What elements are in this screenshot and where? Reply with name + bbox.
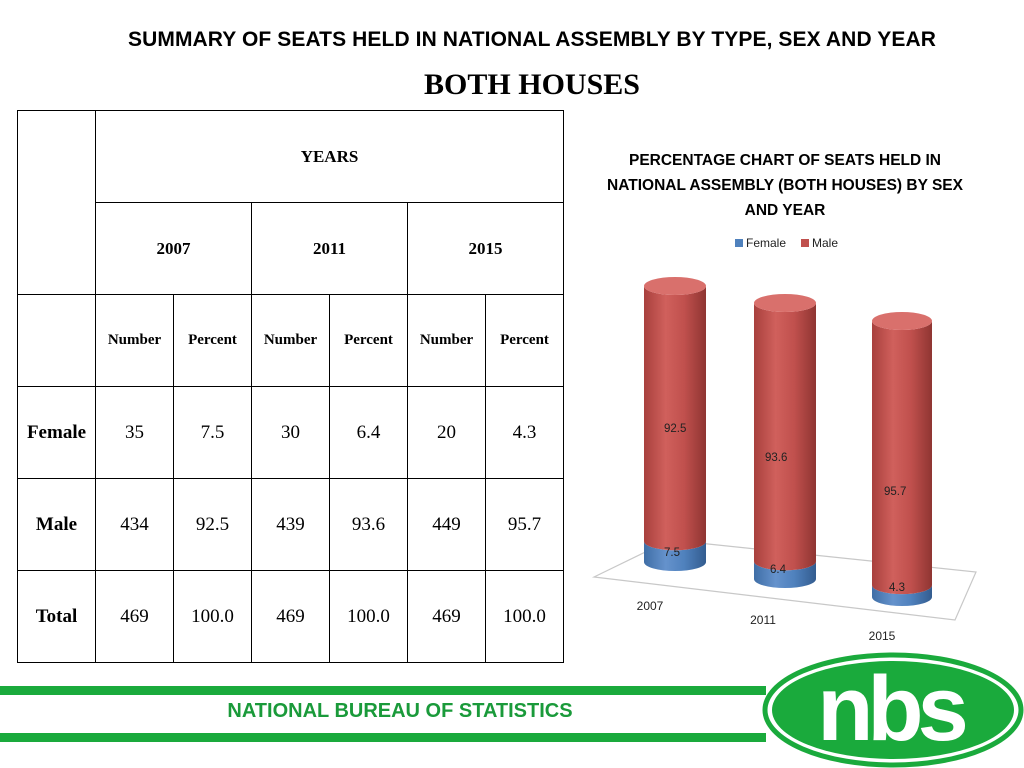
table-cell: 449 [408,479,486,571]
year-header-2007: 2007 [96,203,252,295]
x-tick-label-2015: 2015 [868,629,896,643]
table-cell: 30 [252,387,330,479]
footer-bar-top [0,686,766,695]
bar-male-2007-cap [644,277,706,295]
table-cell: 100.0 [174,571,252,663]
bar-male-2011-cap [754,294,816,312]
table-cell: 92.5 [174,479,252,571]
empty-label-cell [18,295,96,387]
years-header: YEARS [96,111,564,203]
subheader-percent: Percent [486,295,564,387]
subheader-number: Number [408,295,486,387]
x-tick-label-2007: 2007 [636,599,664,613]
table-cell: 35 [96,387,174,479]
legend-swatch-female [735,239,743,247]
subheader-percent: Percent [174,295,252,387]
subheader-percent: Percent [330,295,408,387]
table-row-male [18,479,564,571]
chart-bars [644,277,932,606]
bar-male-2007 [644,286,706,550]
bar-male-2015-cap [872,312,932,330]
table-cell: 100.0 [330,571,408,663]
page-subtitle: BOTH HOUSES [424,68,640,101]
bar-male-2015 [872,321,932,594]
legend-label-female: Female [746,236,787,250]
year-header-2011: 2011 [252,203,408,295]
table-cell: 20 [408,387,486,479]
row-label-total: Total [18,571,96,663]
row-label-male: Male [18,479,96,571]
year-header-2015: 2015 [408,203,564,295]
footer-bar-bottom [0,733,766,742]
table-cell: 7.5 [174,387,252,479]
chart-legend [735,236,838,250]
table-cell: 469 [408,571,486,663]
table-row-female [18,387,564,479]
legend-label-male: Male [812,236,839,250]
table-cell: 469 [252,571,330,663]
table-cell: 6.4 [330,387,408,479]
table-cell: 4.3 [486,387,564,479]
table-row-total [18,571,564,663]
bar-male-2011 [754,303,816,570]
table-corner-cell [18,111,96,295]
logo-text: nbs [817,658,963,760]
table-cell: 93.6 [330,479,408,571]
data-label-male-2015: 95.7 [884,486,907,498]
page-title: SUMMARY OF SEATS HELD IN NATIONAL ASSEMBLY BY TYPE, SEX AND YEAR [127,28,937,51]
table-cell: 100.0 [486,571,564,663]
table-cell: 439 [252,479,330,571]
data-label-male-2007: 92.5 [664,423,687,435]
subheader-number: Number [96,295,174,387]
legend-swatch-male [801,239,809,247]
x-tick-label-2011: 2011 [750,613,776,627]
table-cell: 95.7 [486,479,564,571]
percentage-chart [580,230,990,650]
chart-title: PERCENTAGE CHART OF SEATS HELD IN NATIONAL ASSEMBLY (BOTH HOUSES) BY SEX AND YEAR [607,152,963,219]
table-cell: 434 [96,479,174,571]
row-label-female: Female [18,387,96,479]
nbs-logo [762,652,1024,768]
table-cell: 469 [96,571,174,663]
subheader-number: Number [252,295,330,387]
footer-org-name: NATIONAL BUREAU OF STATISTICS [227,700,573,722]
data-label-female-2015: 4.3 [889,582,905,594]
seats-table [17,110,564,663]
data-label-female-2011: 6.4 [770,564,786,576]
data-label-male-2011: 93.6 [765,452,788,464]
data-label-female-2007: 7.5 [664,547,680,559]
